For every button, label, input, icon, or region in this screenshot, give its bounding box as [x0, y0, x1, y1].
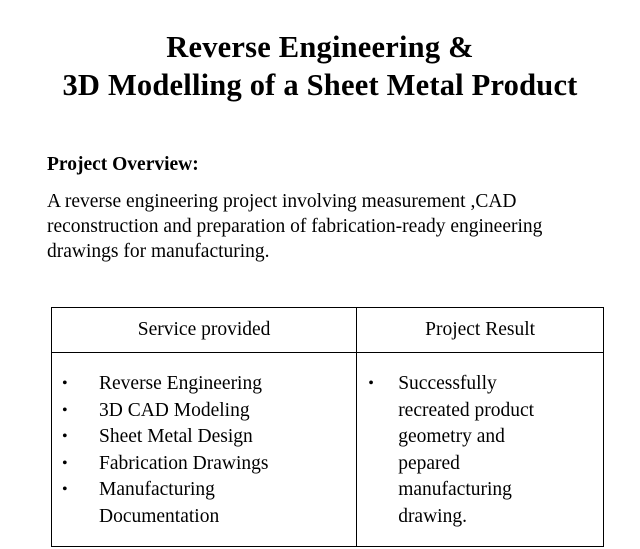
services-cell [52, 353, 357, 547]
table-header-row [52, 308, 604, 353]
header-service-provided: Service provided [52, 308, 357, 353]
list-item-line: Sheet Metal Design [99, 426, 253, 447]
list-item-line: 3D CAD Modeling [99, 399, 250, 421]
document-title [0, 28, 640, 104]
bullet-icon: • [62, 481, 68, 498]
list-item-text [99, 477, 356, 530]
list-item [52, 451, 356, 478]
list-item-line: geometry and [398, 426, 505, 447]
list-item-line: Documentation [99, 505, 220, 527]
overview-paragraph [47, 189, 627, 264]
list-item [52, 424, 356, 451]
results-cell [357, 353, 604, 547]
title-line-1: Reverse Engineering & [166, 30, 474, 64]
bullet-icon: • [62, 454, 68, 472]
list-item [52, 477, 356, 530]
table-row [52, 353, 604, 547]
title-line-2: 3D Modelling of a Sheet Metal Product [62, 68, 578, 102]
bullet-icon: • [62, 401, 68, 419]
list-item [52, 398, 356, 425]
list-item-line: Fabrication Drawings [99, 452, 269, 474]
list-item [52, 371, 356, 398]
list-item-line: manufacturing [398, 479, 512, 500]
services-results-table [51, 307, 604, 547]
list-item-line: Successfully [398, 373, 497, 394]
list-item-line: Reverse Engineering [99, 373, 262, 394]
overview-line: reconstruction and preparation of fabrication-ready engineering [47, 216, 543, 237]
header-project-result: Project Result [357, 308, 604, 353]
list-item-line: Manufacturing [99, 479, 215, 500]
list-item-line: pepared [398, 452, 460, 474]
bullet-icon: • [368, 375, 374, 392]
list-item-text [99, 371, 356, 398]
overview-line: A reverse engineering project involving measurement ,CAD [47, 191, 517, 212]
bullet-icon: • [62, 375, 68, 392]
overview-line: drawings for manufacturing. [47, 241, 270, 262]
bullet-icon: • [62, 428, 68, 445]
list-item-text [99, 424, 356, 451]
results-list [357, 362, 603, 538]
list-item-text [99, 398, 356, 425]
list-item [357, 371, 603, 530]
list-item-line: recreated product [398, 399, 535, 421]
list-item-text [99, 451, 356, 478]
overview-heading: Project Overview: [47, 154, 199, 175]
services-list [52, 362, 356, 538]
list-item-text [398, 371, 603, 530]
list-item-line: drawing. [398, 505, 467, 527]
